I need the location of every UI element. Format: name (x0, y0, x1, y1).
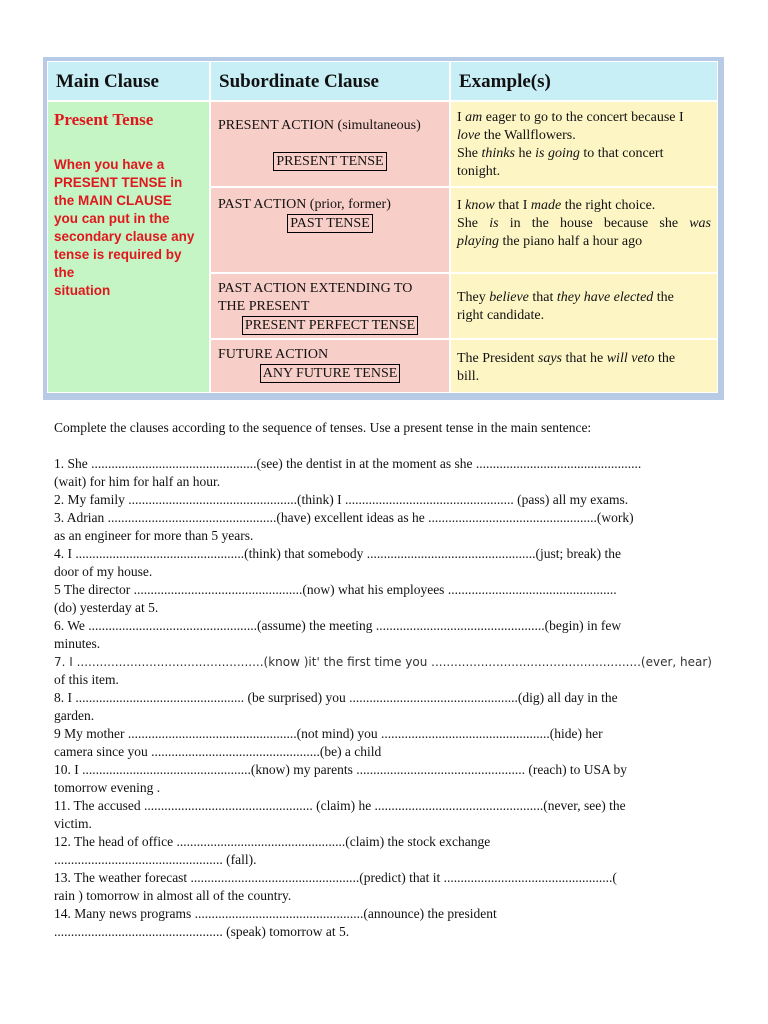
action-label: PAST ACTION (prior, former) (218, 197, 391, 212)
exercise-item: 3. Adrian ..................................................(have) excellent ideas as he ..................................................(work) as an engineer for more than 5 years. (54, 510, 634, 543)
example-line: love the Wallflowers. (457, 128, 576, 143)
note-line: the MAIN CLAUSE (54, 193, 172, 208)
note-line: tense is required by the (54, 247, 182, 280)
exercise-instruction: Complete the clauses according to the sequence of tenses. Use a present tense in the main sentence: (54, 420, 592, 435)
exercise-item: 8. I .................................................. (be surprised) you ..................................................(dig) all day in the garden. (54, 690, 618, 723)
exercise-item: 4. I ..................................................(think) that somebody ..................................................(just; break) the door of my house. (54, 546, 621, 579)
example-line: tonight. (457, 164, 501, 179)
example-line: bill. (457, 369, 480, 384)
action-label-continued: THE PRESENT (218, 299, 310, 314)
present-tense-title: Present Tense (54, 110, 154, 129)
exercise-item: 5 The director ..................................................(now) what his employees .................................................. (do) yesterday at 5. (54, 582, 617, 615)
example-row-present-perfect (450, 273, 718, 339)
tense-box: PRESENT TENSE (273, 152, 386, 171)
tense-box: ANY FUTURE TENSE (260, 364, 401, 383)
main-clause-cell (47, 101, 210, 393)
subordinate-row-present-perfect (210, 273, 450, 339)
example-line: I am eager to go to the concert because I (457, 110, 684, 125)
exercise-item: 9 My mother ..................................................(not mind) you ..................................................(hide) her camera since you ..................................................(be) a child (54, 726, 603, 759)
example-row-future (450, 339, 718, 393)
example-line: The President says that he will veto the (457, 351, 676, 366)
exercise-item: 13. The weather forecast ..................................................(predict) that it ..................................................( rain ) tomorrow in almost all of the country. (54, 870, 617, 903)
exercise-list (54, 455, 714, 941)
tense-table (43, 57, 724, 400)
subordinate-row-past (210, 187, 450, 273)
header-main-clause: Main Clause (47, 61, 210, 101)
tense-box: PAST TENSE (287, 214, 373, 233)
note-line: situation (54, 283, 111, 298)
tense-box: PRESENT PERFECT TENSE (242, 316, 418, 335)
example-row-present (450, 101, 718, 187)
exercise-item: 11. The accused .................................................. (claim) he ..................................................(never, see) the victim. (54, 798, 626, 831)
exercise-item: 7. I .................................................(know )it' the first time you .......................................................(ever, hear) of this item. (54, 655, 712, 687)
exercise-item: 10. I ..................................................(know) my parents .................................................. (reach) to USA by tomorrow evening . (54, 762, 627, 795)
example-line: She is in the house because she was (457, 216, 712, 231)
action-label: PAST ACTION EXTENDING TO (218, 281, 413, 296)
exercise-item: 2. My family ..................................................(think) I .................................................. (pass) all my exams. (54, 492, 629, 507)
example-line: playing the piano half a hour ago (457, 234, 643, 249)
example-line: I know that I made the right choice. (457, 198, 656, 213)
subordinate-row-present (210, 101, 450, 187)
note-line: PRESENT TENSE in (54, 175, 183, 190)
note-line: When you have a (54, 157, 165, 172)
subordinate-row-future (210, 339, 450, 393)
example-line: She thinks he is going to that concert (457, 146, 664, 161)
action-label: FUTURE ACTION (218, 347, 329, 362)
exercise-item: 1. She .................................................(see) the dentist in at the moment as she ................................................. (wait) for him for half an hour. (54, 456, 642, 489)
header-subordinate-clause: Subordinate Clause (210, 61, 450, 101)
header-examples: Example(s) (450, 61, 718, 101)
example-line: right candidate. (457, 308, 545, 323)
example-line: They believe that they have elected the (457, 290, 674, 305)
example-row-past (450, 187, 718, 273)
exercise-item: 12. The head of office ..................................................(claim) the stock exchange .................................................. (fall). (54, 834, 491, 867)
action-label: PRESENT ACTION (simultaneous) (218, 118, 421, 133)
note-line: you can put in the (54, 211, 170, 226)
main-clause-note (54, 156, 203, 300)
note-line: secondary clause any (54, 229, 195, 244)
exercise-item: 6. We ..................................................(assume) the meeting ..................................................(begin) in few minutes. (54, 618, 622, 651)
exercise-item: 14. Many news programs ..................................................(announce) the president .................................................. (speak) tomorrow at 5. (54, 906, 497, 939)
